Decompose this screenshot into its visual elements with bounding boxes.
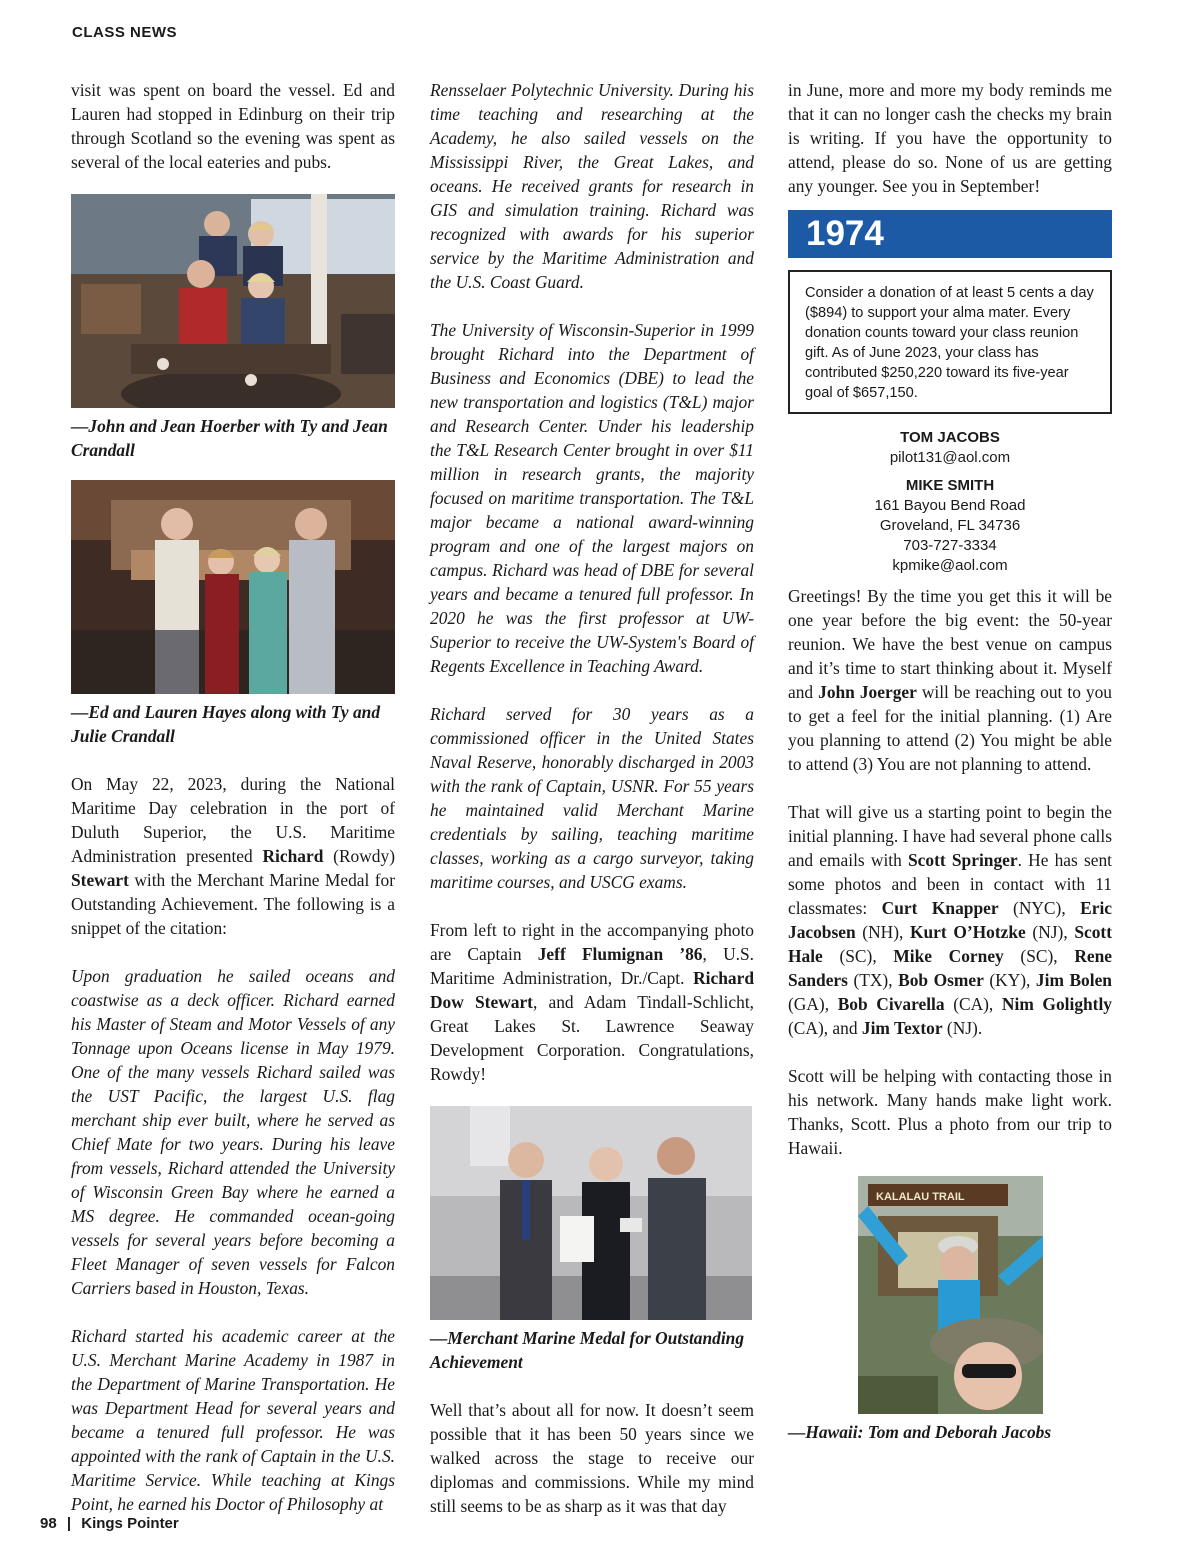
classmate-state: (NJ), xyxy=(1025,922,1075,942)
citation-paragraph-4: The University of Wisconsin-Superior in 1999 brought Richard into the Department of Business and Economics (DBE) to lead the new transportation and logistics (T&L) major and Research Center. Under his leadership the T&L Research Center brought in over $11 million in research grants, the majority focused on maritime transportation. The T&L major became a national award-winning program and one of the largest majors on campus. Richard was head of DBE for several years and became a tenured full professor. In 2020 he was the first professor at UW-Superior to receive the UW-System's Board of Regents Excellence in Teaching Award. xyxy=(430,320,754,676)
medal-ceremony-photo xyxy=(430,1106,752,1320)
classmate-state: (CA), and xyxy=(788,1018,862,1038)
photo-medal-ceremony xyxy=(430,1106,752,1320)
classmate-name: Mike Corney xyxy=(893,946,1004,966)
contact-address-line1: 161 Bayou Bend Road xyxy=(874,497,1026,514)
text-run: On May 22, 2023, during the National Maritime Day celebration in the port of Duluth Superior, the U.S. Maritime Administration presented xyxy=(71,774,395,866)
page-footer xyxy=(40,1515,179,1532)
photo-hawaii xyxy=(858,1176,1043,1414)
classmate-name: Nim Golightly xyxy=(1001,994,1113,1014)
classmate-state: (NH), xyxy=(855,922,910,942)
text-run: Greetings! By the time you get this it will be one year before the big event: the 50-year reunion. We have the best venue on campus and it’s time to start thinking about it. Myself and xyxy=(788,586,1112,702)
ship-lounge-photo xyxy=(71,194,395,408)
thanks-paragraph: Scott will be helping with contacting those in his network. Many hands make light work. Thanks, Scott. Plus a photo from our trip to Hawaii. xyxy=(788,1066,1112,1158)
class-year-banner: 1974 xyxy=(788,210,1112,258)
citation-paragraph-1: Upon graduation he sailed oceans and coastwise as a deck officer. Richard earned his Master of Steam and Motor Vessels of any Tonnage upon Oceans license in May 1979. One of the many vessels Richard sailed was the UST Pacific, the largest U.S. flag merchant ship ever built, where he served as Chief Mate for two years. During his leave from vessels, Richard attended the University of Wisconsin Green Bay where he earned a MS degree. He commanded ocean-going vessels for several years before becoming a Fleet Manager of seven vessels for Falcon Carriers based in Houston, Texas. xyxy=(71,966,395,1298)
photo-hoerber-crandall xyxy=(71,194,395,408)
classmate-list xyxy=(788,898,1112,1038)
text-run: (Rowdy) xyxy=(323,846,395,866)
contact-tom-jacobs xyxy=(788,428,1112,468)
medal-announcement-paragraph xyxy=(71,772,395,940)
photo-description-paragraph xyxy=(430,918,754,1086)
class-contacts xyxy=(788,428,1112,576)
column-1 xyxy=(71,78,395,1516)
photo2-caption: —Ed and Lauren Hayes along with Ty and Julie Crandall xyxy=(71,702,381,746)
hawaii-photo-caption: —Hawaii: Tom and Deborah Jacobs xyxy=(788,1422,1052,1442)
classmate-name: Kurt O’Hotzke xyxy=(909,922,1026,942)
text-run: with the Merchant Marine Medal for Outstanding Achievement. The following is a snippet of the citation: xyxy=(71,870,395,938)
citation-paragraph-2: Richard started his academic career at the U.S. Merchant Marine Academy in 1987 in the Department of Marine Transportation. He was Department Head for several years and became a tenured full professor. He was appointed with the rank of Captain in the U.S. Maritime Service. While teaching at Kings Point, he earned his Doctor of Philosophy at xyxy=(71,1326,395,1514)
name-richard: Richard xyxy=(262,846,324,866)
closing-paragraph: Well that’s about all for now. It doesn’t seem possible that it has been 50 years since we walked across the stage to receive our diplomas and commissions. While my mind still seems to be as sharp as it was that day xyxy=(430,1400,754,1516)
medal-photo-caption: —Merchant Marine Medal for Outstanding Achievement xyxy=(430,1328,745,1372)
photo-hayes-crandall xyxy=(71,480,395,694)
classmate-name: Jim Bolen xyxy=(1035,970,1112,990)
classmate-name: Jim Textor xyxy=(861,1018,943,1038)
contact-name: TOM JACOBS xyxy=(900,429,1000,446)
hawaii-trail-photo xyxy=(858,1176,1043,1414)
intro-paragraph: visit was spent on board the vessel. Ed and Lauren had stopped in Edinburg on their trip through Scotland so the evening was spent as several of the local eateries and pubs. xyxy=(71,80,395,172)
name-flumignan: Jeff Flumignan ’86 xyxy=(537,944,703,964)
column-3 xyxy=(788,78,1112,1444)
greetings-paragraph xyxy=(788,584,1112,776)
citation-paragraph-5: Richard served for 30 years as a commissioned officer in the United States Naval Reserve, honorably discharged in 2003 with the rank of Captain, USNR. For 55 years he maintained valid Merchant Marine credentials by sailing, teaching maritime classes, working as a cargo surveyor, taking maritime courses, and USCG exams. xyxy=(430,704,754,892)
contact-name: MIKE SMITH xyxy=(905,477,995,494)
classmate-state: (NJ). xyxy=(942,1018,983,1038)
publication-name: Kings Pointer xyxy=(81,1515,179,1532)
reunion-paragraph: in June, more and more my body reminds me that it can no longer cash the checks my brain is writing. If you have the opportunity to attend, please do so. None of us are getting any younger. See you in September! xyxy=(788,80,1112,196)
text-run: , and Adam Tindall-Schlicht, Great Lakes St. Lawrence Seaway Development Corporation. Congratulations, Rowdy! xyxy=(430,992,754,1084)
classmate-state: (NYC), xyxy=(998,898,1081,918)
contact-email[interactable]: pilot131@aol.com xyxy=(889,449,1011,466)
text-run: will be reaching out to you to get a feel for the initial planning. (1) Are you planning to attend (2) You might be able to attend (3) You are not planning to attend. xyxy=(788,682,1112,774)
text-run: . He has sent some photos and been in contact with 11 classmates: xyxy=(788,850,1113,918)
name-scott-springer: Scott Springer xyxy=(908,850,1018,870)
classmate-name: Bob Civarella xyxy=(837,994,945,1014)
classmates-paragraph xyxy=(788,800,1112,1040)
donation-box: Consider a donation of at least 5 cents a day ($894) to support your alma mater. Every donation counts toward your class reunion gift. As of June 2023, your class has contributed $250,220 toward its five-year goal of $657,150. xyxy=(788,270,1112,414)
classmate-state: (KY), xyxy=(983,970,1036,990)
classmate-name: Scott Hale xyxy=(788,922,1112,966)
name-john-joerger: John Joerger xyxy=(818,682,917,702)
classmate-state: (TX), xyxy=(847,970,899,990)
photo1-caption: —John and Jean Hoerber with Ty and Jean Crandall xyxy=(71,416,388,460)
column-2 xyxy=(430,78,754,1518)
footer-separator: | xyxy=(66,1515,72,1532)
section-header: CLASS NEWS xyxy=(72,24,178,41)
trail-sign-text: KALALAU TRAIL xyxy=(875,1191,965,1203)
page-number: 98 xyxy=(40,1515,57,1532)
contact-mike-smith xyxy=(788,476,1112,576)
restaurant-group-photo xyxy=(71,480,395,694)
classmate-state: (SC), xyxy=(822,946,894,966)
contact-address-line2: Groveland, FL 34736 xyxy=(879,517,1021,534)
name-stewart: Stewart xyxy=(71,870,129,890)
classmate-name: Rene Sanders xyxy=(788,946,1112,990)
text-run: That will give us a starting point to begin the initial planning. I have had several phone calls and emails with xyxy=(788,802,1112,870)
classmate-name: Bob Osmer xyxy=(898,970,984,990)
classmate-name: Eric Jacobsen xyxy=(788,898,1113,942)
name-richard-dow-stewart: Richard Dow Stewart xyxy=(430,968,754,1012)
classmate-state: (SC), xyxy=(1003,946,1075,966)
citation-paragraph-3: Rensselaer Polytechnic University. During his time teaching and researching at the Academy, he also sailed vessels on the Mississippi River, the Great Lakes, and oceans. He received grants for research in GIS and simulation training. Richard was recognized with awards for his superior service by the Maritime Administration and the U.S. Coast Guard. xyxy=(430,80,754,292)
text-run: From left to right in the accompanying photo are Captain xyxy=(430,920,754,964)
contact-email[interactable]: kpmike@aol.com xyxy=(892,557,1008,574)
classmate-state: (GA), xyxy=(788,994,838,1014)
classmate-name: Curt Knapper xyxy=(881,898,999,918)
text-run: , U.S. Maritime Administration, Dr./Capt. xyxy=(430,944,754,988)
contact-phone: 703-727-3334 xyxy=(903,537,997,554)
classmate-state: (CA), xyxy=(944,994,1002,1014)
